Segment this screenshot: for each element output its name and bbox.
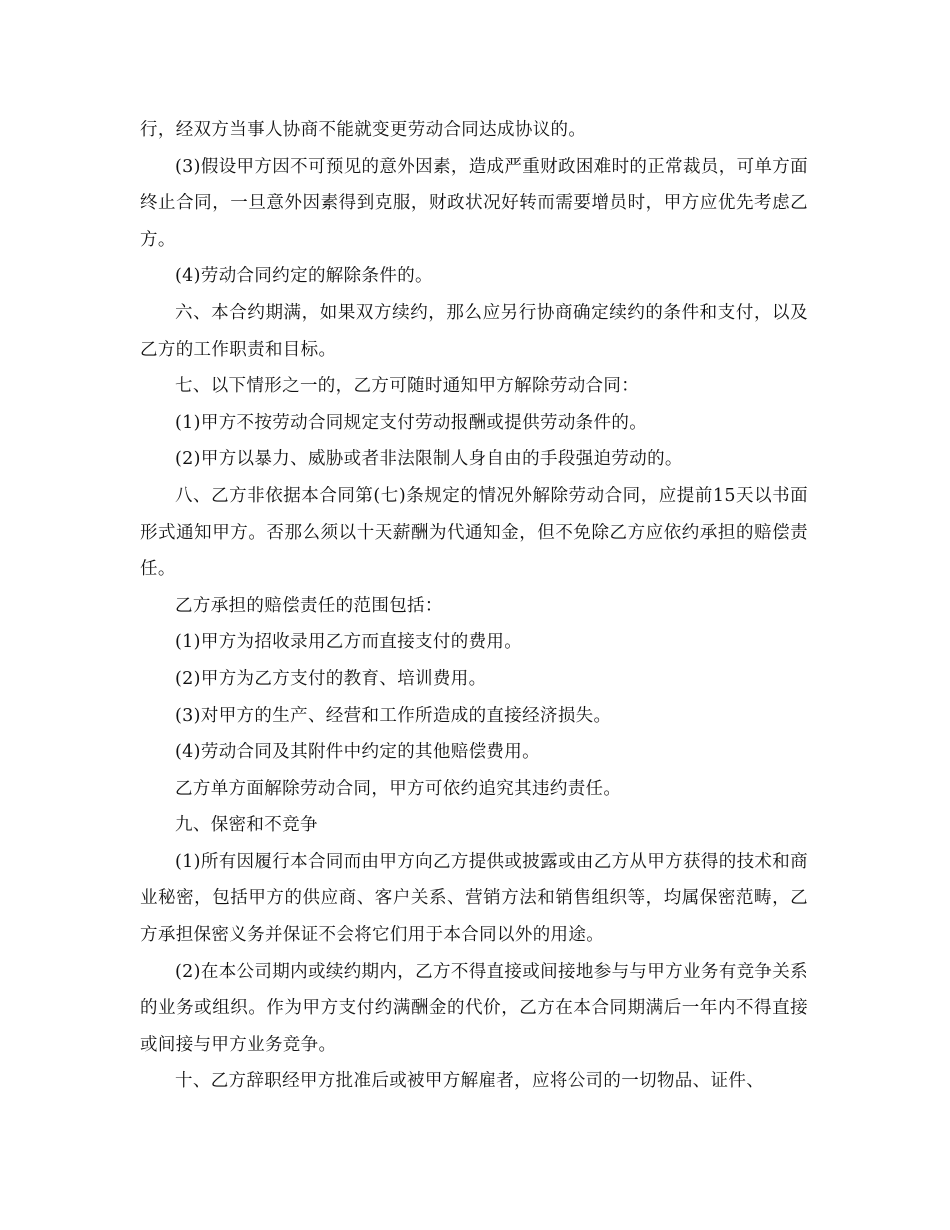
- paragraph: 八、乙方非依据本合同第(七)条规定的情况外解除劳动合同，应提前15天以书面形式通知甲方。否那么须以十天薪酬为代通知金，但不免除乙方应依约承担的赔偿责任。: [140, 485, 808, 580]
- paragraph: 乙方单方面解除劳动合同，甲方可依约追究其违约责任。: [175, 778, 622, 799]
- paragraph: (3)对甲方的生产、经营和工作所造成的直接经济损失。: [175, 705, 612, 726]
- paragraph: 六、本合约期满，如果双方续约，那么应另行协商确定续约的条件和支付，以及乙方的工作职责和目标。: [140, 302, 808, 360]
- paragraph: (1)所有因履行本合同而由甲方向乙方提供或披露或由乙方从甲方获得的技术和商业秘密，包括甲方的供应商、客户关系、营销方法和销售组织等，均属保密范畴，乙方承担保密义务并保证不会将它们用于本合同以外的用途。: [140, 851, 808, 946]
- paragraph: (2)甲方以暴力、威胁或者非法限制人身自由的手段强迫劳动的。: [175, 449, 683, 470]
- paragraph: (4)劳动合同及其附件中约定的其他赔偿费用。: [175, 742, 540, 763]
- paragraph: (1)甲方为招收录用乙方而直接支付的费用。: [175, 632, 523, 653]
- paragraph: (2)在本公司期内或续约期内，乙方不得直接或间接地参与与甲方业务有竞争关系的业务或组织。作为甲方支付约满酬金的代价，乙方在本合同期满后一年内不得直接或间接与甲方业务竞争。: [140, 961, 808, 1055]
- document-body: [140, 112, 808, 1100]
- paragraph: 十、乙方辞职经甲方批准后或被甲方解雇者，应将公司的一切物品、证件、: [175, 1071, 765, 1092]
- paragraph: 九、保密和不竞争: [175, 815, 318, 836]
- paragraph: (1)甲方不按劳动合同规定支付劳动报酬或提供劳动条件的。: [175, 412, 648, 433]
- paragraph: 七、以下情形之一的，乙方可随时通知甲方解除劳动合同：: [175, 376, 640, 397]
- paragraph: (4)劳动合同约定的解除条件的。: [175, 266, 433, 287]
- paragraph: 行，经双方当事人协商不能就变更劳动合同达成协议的。: [140, 120, 587, 140]
- paragraph: (2)甲方为乙方支付的教育、培训费用。: [175, 668, 487, 689]
- paragraph: (3)假设甲方因不可预见的意外因素，造成严重财政困难时的正常裁员，可单方面终止合同，一旦意外因素得到克服，财政状况好转而需要增员时，甲方应优先考虑乙方。: [140, 156, 808, 250]
- paragraph: 乙方承担的赔偿责任的范围包括：: [175, 595, 443, 616]
